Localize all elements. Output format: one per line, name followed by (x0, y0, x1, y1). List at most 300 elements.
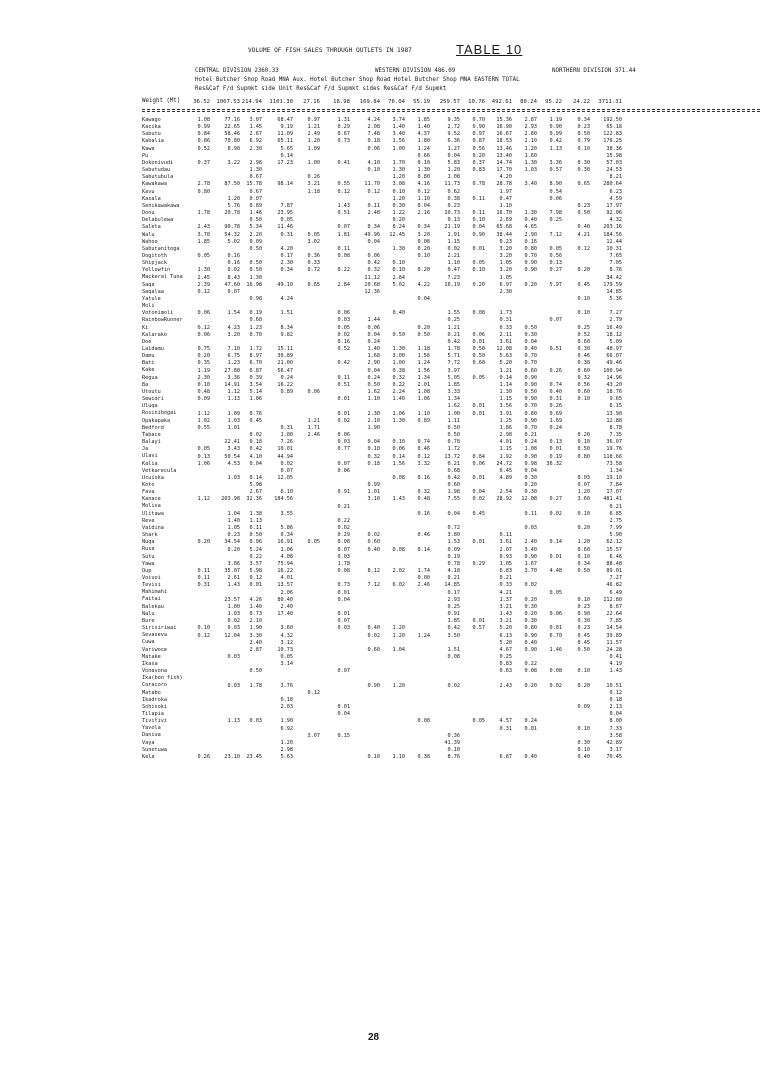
table-cell: 0.12 (367, 188, 380, 195)
table-cell: 0.50 (249, 532, 262, 539)
table-cell: 0.26 (307, 174, 320, 181)
table-cell: 7.12 (367, 582, 380, 589)
table-cell: 0.11 (249, 525, 262, 532)
table-row (0, 697, 762, 704)
table-cell: 16.49 (606, 324, 622, 331)
table-cell: 0.70 (472, 117, 485, 123)
table-cell: 0.01 (549, 553, 562, 560)
table-cell: 0.10 (447, 747, 460, 754)
table-cell: 5.65 (280, 145, 293, 152)
table-cell: 0.03 (227, 625, 240, 632)
table-cell: 0.10 (392, 439, 405, 446)
table-cell: 0.50 (577, 210, 590, 217)
table-cell: 3.61 (499, 338, 512, 345)
table-cell: 73.58 (606, 460, 622, 467)
table-cell: 0.56 (577, 381, 590, 388)
table-cell: 0.20 (472, 152, 485, 159)
table-cell: 1.09 (227, 410, 240, 417)
table-cell: 0.50 (392, 331, 405, 338)
table-cell: 1.21 (307, 417, 320, 424)
table-cell: 0.08 (337, 253, 350, 260)
table-cell: 0.31 (280, 231, 293, 238)
table-cell: 0.37 (472, 159, 485, 166)
table-cell: 11.46 (277, 224, 293, 231)
table-cell: 0.20 (577, 525, 590, 532)
table-cell: 22.41 (224, 439, 240, 446)
table-cell: 2.10 (367, 417, 380, 424)
table-cell: 1.21 (499, 367, 512, 374)
table-cell: 0.02 (249, 432, 262, 439)
table-cell: 1.20 (524, 145, 537, 152)
table-cell: 0.78 (472, 181, 485, 188)
table-cell: 112.80 (603, 596, 622, 603)
table-cell: 1.19 (549, 117, 562, 123)
table-cell: 0.07 (337, 668, 350, 675)
table-cell: 1.80 (417, 138, 430, 145)
table-row (0, 360, 762, 367)
table-cell: 1.20 (392, 174, 405, 181)
table-cell: 1.20 (392, 195, 405, 202)
table-row (0, 575, 762, 582)
table-cell: 0.50 (367, 381, 380, 388)
table-cell: 0.10 (577, 725, 590, 732)
table-cell: 3.61 (499, 539, 512, 546)
table-cell: 9.82 (280, 331, 293, 338)
table-cell: 1.14 (499, 381, 512, 388)
table-cell: 19.10 (606, 475, 622, 481)
table-cell: 0.30 (577, 346, 590, 353)
table-cell: 0.20 (524, 281, 537, 288)
table-cell: 1.22 (392, 210, 405, 217)
table-cell: 10.73 (277, 646, 293, 653)
table-cell: 65.18 (606, 124, 622, 131)
column-header-line-2: Res&Caf F/d Supmkt side Unit Res&Caf F/d Supmkt sides Res&Caf F/d Supmkt (195, 86, 447, 92)
table-cell: 1.40 (227, 517, 240, 524)
table-cell: 87.50 (224, 181, 240, 188)
table-cell: 0.50 (577, 131, 590, 138)
table-cell: 1.13 (249, 517, 262, 524)
table-cell: 0.50 (577, 446, 590, 453)
table-cell: 0.04 (337, 711, 350, 718)
table-cell: 0.20 (524, 611, 537, 618)
species-name: Ikadroka (142, 696, 167, 703)
table-cell: 12.08 (521, 496, 537, 503)
table-cell: 12.45 (389, 231, 405, 238)
table-cell: 0.72 (307, 267, 320, 274)
table-cell: 1.86 (499, 424, 512, 431)
table-cell: 4.23 (227, 324, 240, 331)
table-cell: 0.70 (524, 353, 537, 360)
table-cell: 0.40 (367, 625, 380, 632)
table-cell: 0.02 (337, 417, 350, 424)
table-cell: 0.06 (337, 467, 350, 474)
document-title: VOLUME OF FISH SALES THROUGH OUTLETS IN 1987 (248, 47, 412, 54)
table-cell: 0.13 (197, 453, 210, 460)
species-name: Mackeral Tuna (142, 274, 183, 281)
table-cell: 1.06 (249, 396, 262, 403)
table-cell: 0.04 (472, 489, 485, 496)
table-cell: 1.85 (417, 117, 430, 123)
weight-value: 169.84 (359, 99, 380, 105)
table-cell: 42.89 (606, 739, 622, 746)
table-row (0, 275, 762, 282)
table-cell: 5.05 (447, 374, 460, 381)
species-name: Doe (142, 338, 152, 345)
weight-label: Weight (Mt) (142, 98, 181, 104)
table-cell: 1.54 (227, 310, 240, 317)
table-cell: 3.40 (392, 131, 405, 138)
table-cell: 15.57 (606, 546, 622, 553)
table-cell: 6.23 (609, 188, 622, 195)
species-name: Sewidri (142, 396, 164, 403)
species-name: Senikawakawa (142, 202, 180, 209)
table-cell: 0.98 (249, 296, 262, 302)
table-cell: 3.32 (417, 460, 430, 467)
table-row (0, 539, 762, 546)
table-cell: 0.40 (524, 346, 537, 353)
table-cell: 1.20 (280, 739, 293, 746)
table-row (0, 704, 762, 711)
table-cell: 28.92 (496, 496, 512, 503)
table-cell: 3.20 (417, 231, 430, 238)
table-cell: 0.29 (337, 532, 350, 539)
species-name: Molisa (142, 503, 161, 510)
table-cell: 1.04 (392, 646, 405, 653)
table-cell: 0.05 (280, 217, 293, 224)
table-cell: 7.72 (447, 360, 460, 367)
table-cell: 1.20 (577, 539, 590, 546)
table-cell: 0.07 (337, 460, 350, 467)
table-cell: 0.69 (549, 410, 562, 417)
table-cell: 0.10 (577, 668, 590, 675)
table-cell: 1.55 (447, 310, 460, 317)
table-cell: 2.02 (392, 568, 405, 575)
table-cell: 1.03 (227, 417, 240, 424)
table-cell: 2.20 (249, 231, 262, 238)
weight-value: 55.19 (413, 99, 430, 105)
table-cell: 1.10 (417, 410, 430, 417)
table-cell: 1.40 (417, 124, 430, 131)
table-row (0, 174, 762, 181)
table-cell: 23.45 (246, 754, 262, 761)
table-cell: 0.05 (307, 539, 320, 546)
table-cell: 1.34 (447, 396, 460, 403)
species-name: Fava (142, 489, 155, 496)
table-cell: 0.06 (367, 145, 380, 152)
table-cell: 0.97 (472, 131, 485, 138)
central-division-header: CENTRAL DIVISION 2360.33 (195, 68, 279, 74)
species-name: Yawa (142, 560, 155, 567)
table-cell: 1.81 (337, 231, 350, 238)
table-cell: 8.00 (609, 718, 622, 725)
table-cell: 5.83 (447, 159, 460, 166)
table-cell: 0.48 (197, 389, 210, 396)
table-cell: 0.76 (249, 410, 262, 417)
table-cell: 0.06 (392, 446, 405, 453)
table-cell: 0.08 (337, 539, 350, 546)
table-row (0, 668, 762, 675)
table-cell: 0.90 (577, 611, 590, 618)
table-cell: 0.01 (472, 618, 485, 625)
table-cell: 0.46 (577, 353, 590, 360)
table-cell: 0.32 (417, 489, 430, 496)
species-name: Vaidina (142, 524, 164, 531)
table-cell: 0.20 (577, 682, 590, 689)
table-cell: 1.51 (447, 646, 460, 653)
table-cell: 14.54 (606, 625, 622, 632)
table-cell: 11.70 (364, 181, 380, 188)
table-cell: 0.10 (577, 396, 590, 403)
species-name: Vetkarecula (142, 467, 177, 474)
table-cell: 0.01 (472, 410, 485, 417)
table-cell: 0.07 (337, 618, 350, 625)
table-cell: 0.05 (549, 245, 562, 252)
table-cell: 4.67 (499, 646, 512, 653)
table-cell: 6.13 (499, 632, 512, 639)
table-cell: 0.09 (577, 704, 590, 711)
table-cell: 0.03 (227, 682, 240, 689)
table-cell: 16.70 (496, 210, 512, 217)
table-cell: 1.10 (447, 260, 460, 267)
table-cell: 6.83 (499, 568, 512, 575)
table-cell: 12.44 (606, 238, 622, 245)
table-cell: 0.06 (472, 331, 485, 338)
table-cell: 7.87 (280, 202, 293, 209)
table-cell: 1.40 (249, 603, 262, 610)
table-cell: 7.23 (447, 274, 460, 281)
table-cell: 6.70 (549, 632, 562, 639)
table-cell: 2.49 (307, 131, 320, 138)
table-cell: 0.21 (524, 432, 537, 439)
table-cell: 0.62 (447, 188, 460, 195)
table-cell: 0.01 (337, 410, 350, 417)
species-name: Vaya (142, 739, 155, 746)
table-cell: 50.54 (224, 453, 240, 460)
table-cell: 0.40 (524, 754, 537, 761)
table-cell: 1.40 (367, 346, 380, 353)
table-cell: 0.52 (577, 331, 590, 338)
table-cell: 10.51 (606, 682, 622, 689)
table-cell: 184.56 (274, 496, 293, 503)
table-cell: 1.01 (227, 424, 240, 431)
table-row (0, 232, 762, 239)
table-cell: 4.10 (249, 453, 262, 460)
table-cell: 2.54 (499, 489, 512, 496)
species-name: Uluqa (142, 403, 158, 410)
table-row (0, 489, 762, 496)
species-name: Ulavi (142, 453, 158, 460)
table-cell: 16.67 (496, 131, 512, 138)
weight-value: 1067.53 (216, 99, 240, 105)
table-cell: 1.43 (227, 582, 240, 589)
table-cell: 1.03 (227, 475, 240, 481)
table-cell: 0.50 (249, 217, 262, 224)
table-cell: 0.90 (524, 260, 537, 267)
table-cell: 2.40 (524, 539, 537, 546)
table-cell: 1.06 (197, 460, 210, 467)
table-cell: 3.78 (197, 231, 210, 238)
table-cell: 5.20 (499, 625, 512, 632)
table-cell: 1.30 (524, 210, 537, 217)
table-cell: 36.32 (546, 460, 562, 467)
table-cell: 1.03 (227, 611, 240, 618)
table-cell: 0.34 (280, 267, 293, 274)
table-cell: 6.46 (609, 553, 622, 560)
table-cell: 5.76 (227, 202, 240, 209)
table-row (0, 568, 762, 575)
table-cell: 0.60 (249, 317, 262, 324)
table-cell: 4.89 (499, 475, 512, 481)
table-cell: 0.10 (577, 596, 590, 603)
table-row (0, 396, 762, 403)
table-cell: 23.95 (277, 210, 293, 217)
table-cell: 3.57 (249, 560, 262, 567)
table-cell: 0.11 (524, 510, 537, 517)
table-cell: 0.04 (447, 510, 460, 517)
table-cell: 0.24 (280, 374, 293, 381)
table-cell: 0.06 (472, 460, 485, 467)
table-cell: 34.54 (224, 539, 240, 546)
species-name: Ulitawa (142, 510, 164, 517)
table-cell: 0.86 (197, 138, 210, 145)
species-name: Rosinibogai (142, 410, 177, 417)
species-name: Wahoo (142, 238, 158, 245)
table-cell: 2.67 (249, 131, 262, 138)
table-cell: 1.43 (609, 668, 622, 675)
table-cell: 0.07 (280, 467, 293, 474)
table-cell: 0.20 (227, 546, 240, 553)
table-cell: 0.18 (280, 696, 293, 703)
table-cell: 0.10 (367, 754, 380, 761)
table-cell: 0.23 (227, 532, 240, 539)
species-name: Matake (142, 653, 161, 660)
table-cell: 0.02 (549, 682, 562, 689)
table-cell: 0.12 (609, 689, 622, 696)
table-cell: 1.06 (417, 396, 430, 403)
table-cell: 0.03 (249, 718, 262, 725)
table-cell: 6.10 (280, 489, 293, 496)
table-cell: 0.47 (447, 267, 460, 274)
species-name: Rusa (142, 546, 155, 553)
table-row (0, 260, 762, 267)
table-cell: 1.30 (392, 346, 405, 353)
table-cell: 0.50 (249, 260, 262, 267)
table-cell: 1.67 (524, 560, 537, 567)
table-cell: 43.20 (606, 381, 622, 388)
table-cell: 0.60 (447, 482, 460, 489)
table-cell: 1.01 (367, 489, 380, 496)
table-cell: 7.55 (447, 496, 460, 503)
table-cell: 5.20 (499, 360, 512, 367)
table-cell: 1.70 (392, 159, 405, 166)
table-cell: 4.08 (280, 553, 293, 560)
table-cell: 3.22 (227, 159, 240, 166)
table-row (0, 597, 762, 604)
table-cell: 0.13 (549, 260, 562, 267)
table-cell: 8.24 (392, 224, 405, 231)
table-cell: 0.50 (472, 346, 485, 353)
weight-value: 80.24 (520, 99, 537, 105)
table-cell: 4.01 (499, 439, 512, 446)
table-cell: 6.15 (609, 403, 622, 410)
table-cell: 58.46 (224, 131, 240, 138)
table-cell: 0.14 (549, 539, 562, 546)
table-row (0, 124, 762, 131)
table-cell: 0.30 (577, 159, 590, 166)
table-cell: 49.10 (277, 281, 293, 288)
table-cell: 2.39 (197, 281, 210, 288)
table-cell: 0.52 (337, 346, 350, 353)
table-cell: 36.07 (606, 439, 622, 446)
table-cell: 0.02 (367, 532, 380, 539)
table-cell: 0.01 (549, 446, 562, 453)
table-cell: 0.08 (524, 668, 537, 675)
table-cell: 0.45 (249, 417, 262, 424)
weight-value: 259.57 (439, 99, 460, 105)
table-cell: 4.57 (499, 718, 512, 725)
table-cell: 0.01 (472, 475, 485, 481)
table-cell: 0.20 (417, 324, 430, 331)
table-cell: 4.16 (417, 181, 430, 188)
table-cell: 56.47 (277, 367, 293, 374)
table-cell: 2.10 (524, 138, 537, 145)
table-cell: 0.06 (337, 432, 350, 439)
table-cell: 8.21 (609, 174, 622, 181)
table-cell: 0.03 (227, 654, 240, 660)
table-cell: 0.33 (499, 324, 512, 331)
table-cell: 0.24 (367, 338, 380, 345)
table-cell: 0.20 (577, 432, 590, 439)
table-row (0, 246, 762, 253)
table-cell: 1.30 (392, 417, 405, 424)
table-cell: 41.39 (444, 739, 460, 746)
table-cell: 1.12 (197, 410, 210, 417)
table-row (0, 561, 762, 568)
table-cell: 15.78 (246, 181, 262, 188)
species-name: Delabulewa (142, 217, 174, 224)
table-cell: 20.78 (224, 210, 240, 217)
table-cell: 98.14 (277, 181, 293, 188)
table-row (0, 733, 762, 740)
table-cell: 3.43 (227, 446, 240, 453)
table-cell: 3.17 (609, 747, 622, 754)
table-cell: 0.02 (524, 582, 537, 589)
table-cell: 1.21 (307, 124, 320, 131)
table-cell: 0.04 (609, 711, 622, 718)
table-cell: 0.12 (249, 575, 262, 582)
table-cell: 2.24 (392, 389, 405, 396)
table-row (0, 224, 762, 231)
table-cell: 8.90 (227, 145, 240, 152)
table-cell: 0.01 (472, 338, 485, 345)
weight-value: 1101.30 (269, 99, 293, 105)
weight-value: 76.04 (388, 99, 405, 105)
table-cell: 0.70 (524, 424, 537, 431)
table-cell: 0.84 (472, 453, 485, 460)
table-cell: 11.57 (606, 639, 622, 646)
table-cell: 1.10 (367, 396, 380, 403)
table-cell: 4.48 (549, 568, 562, 575)
table-cell: 0.04 (447, 152, 460, 159)
table-cell: 1.46 (249, 210, 262, 217)
table-cell: 1.00 (280, 432, 293, 439)
table-cell: 0.23 (499, 238, 512, 245)
table-cell: 0.32 (367, 267, 380, 274)
table-cell: 6.75 (227, 353, 240, 360)
table-cell: 0.01 (337, 611, 350, 618)
species-name: Sirisiriwai (142, 625, 177, 632)
table-cell: 15.11 (277, 346, 293, 353)
